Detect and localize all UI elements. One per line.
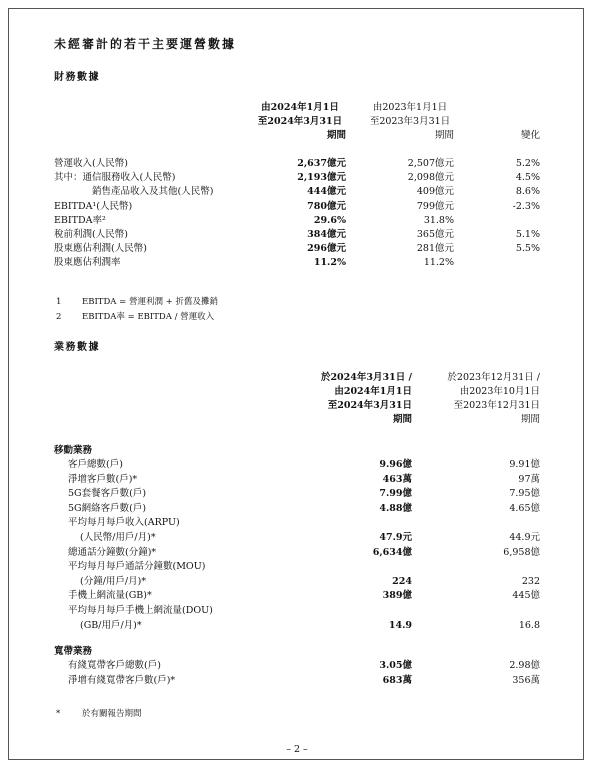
biz-col1-line2: 由2024年1月1日 bbox=[334, 386, 412, 397]
biz-note-text: 於有關報告期間 bbox=[82, 709, 142, 719]
fin-row-label: 稅前利潤(人民幣) bbox=[54, 229, 128, 240]
broadband-row-value-current: 3.05億 bbox=[379, 660, 412, 671]
mobile-row-value-prior: 97萬 bbox=[518, 473, 540, 485]
fin-row-value-2024: 384億元 bbox=[307, 229, 346, 240]
fin-row-label: 其中：通信服務收入(人民幣) bbox=[54, 172, 176, 184]
mobile-row-value-prior: 9.91億 bbox=[509, 459, 540, 470]
fin-col1-line2: 至2024年3月31日 bbox=[257, 116, 343, 127]
mobile-row-value-current: 47.9元 bbox=[379, 532, 412, 543]
mobile-row-value-current: 14.9 bbox=[388, 619, 412, 631]
biz-col1-line1: 於2024年3月31日 / bbox=[320, 372, 412, 383]
fin-col1-line3: 期間 bbox=[326, 130, 346, 141]
fin-row-value-2023: 11.2% bbox=[423, 257, 454, 269]
fin-col2-line2: 至2023年3月31日 bbox=[369, 116, 451, 127]
page-number: – 2 – bbox=[286, 744, 308, 755]
mobile-row-value-current: 224 bbox=[392, 575, 412, 587]
fin-row-value-2023: 31.8% bbox=[423, 214, 454, 226]
fin-row-value-2023: 799億元 bbox=[416, 200, 454, 212]
broadband-row-label: 有綫寬帶客戶總數(戶) bbox=[68, 660, 161, 671]
fin-row-value-2023: 281億元 bbox=[416, 243, 454, 255]
mobile-row-label: 平均每月每戶通話分鐘數(MOU) bbox=[68, 561, 206, 573]
mobile-row-value-prior: 44.9元 bbox=[509, 532, 540, 543]
fin-row-label: 營運收入(人民幣) bbox=[54, 158, 128, 169]
fin-col3-header: 變化 bbox=[520, 130, 540, 141]
broadband-row-value-prior: 356萬 bbox=[512, 674, 540, 686]
mobile-row-value-prior: 4.65億 bbox=[509, 502, 540, 514]
fin-row-change: -2.3% bbox=[512, 200, 540, 212]
fin-row-label: EBITDA¹(人民幣) bbox=[54, 200, 133, 212]
mobile-row-value-prior: 7.95億 bbox=[509, 488, 540, 500]
mobile-row-label: 淨增客戶數(戶)* bbox=[68, 473, 138, 485]
biz-col2-line3: 至2023年12月31日 bbox=[453, 400, 540, 411]
broadband-row-value-prior: 2.98億 bbox=[509, 660, 540, 671]
mobile-row-label: (人民幣/用戶/月)* bbox=[80, 532, 156, 543]
fin-row-value-2024: 2,193億元 bbox=[297, 172, 346, 184]
fin-row-label: 股東應佔利潤率 bbox=[54, 257, 121, 269]
mobile-row-label: 5G網絡客戶數(戶) bbox=[68, 502, 147, 514]
mobile-row-value-prior: 6,958億 bbox=[503, 546, 540, 558]
fin-row-change: 4.5% bbox=[515, 172, 540, 184]
mobile-row-value-prior: 445億 bbox=[512, 590, 540, 602]
mobile-heading: 移動業務 bbox=[54, 445, 93, 456]
mobile-row-label: (分鐘/用戶/月)* bbox=[80, 575, 147, 587]
fin-col2-line1: 由2023年1月1日 bbox=[372, 102, 448, 113]
biz-col1-line3: 至2024年3月31日 bbox=[327, 400, 412, 411]
mobile-row-label: 客戶總數(戶) bbox=[68, 459, 123, 470]
fin-row-value-2024: 11.2% bbox=[313, 257, 346, 269]
mobile-row-value-prior: 16.8 bbox=[518, 619, 540, 631]
fin-row-value-2023: 2,507億元 bbox=[407, 158, 454, 169]
biz-col1-line4: 期間 bbox=[392, 414, 412, 425]
fin-note2-mark: 2 bbox=[56, 312, 62, 322]
fin-row-value-2024: 780億元 bbox=[307, 200, 346, 212]
fin-note1-mark: 1 bbox=[56, 297, 62, 307]
fin-row-change: 5.5% bbox=[515, 243, 540, 255]
mobile-row-value-current: 4.88億 bbox=[379, 502, 412, 514]
mobile-row-label: 5G套餐客戶數(戶) bbox=[68, 488, 147, 500]
fin-row-value-2024: 296億元 bbox=[307, 243, 346, 255]
broadband-heading: 寬帶業務 bbox=[54, 646, 93, 657]
mobile-row-label: 平均每月每戶收入(ARPU) bbox=[68, 517, 180, 529]
business-heading: 業務數據 bbox=[54, 342, 100, 353]
fin-row-value-2023: 365億元 bbox=[416, 229, 454, 240]
broadband-row-value-current: 683萬 bbox=[382, 674, 412, 686]
page-title: 未經審計的若干主要運營數據 bbox=[54, 37, 237, 51]
fin-note2-text: EBITDA率 = EBITDA / 營運收入 bbox=[82, 312, 215, 322]
mobile-row-label: (GB/用戶/月)* bbox=[80, 619, 142, 631]
fin-row-value-2023: 2,098億元 bbox=[407, 172, 454, 184]
mobile-row-value-current: 463萬 bbox=[382, 473, 412, 485]
mobile-row-label: 總通話分鐘數(分鐘)* bbox=[68, 546, 157, 558]
mobile-row-value-prior: 232 bbox=[521, 575, 540, 587]
biz-note-mark: * bbox=[56, 709, 61, 719]
fin-row-label: 銷售產品收入及其他(人民幣) bbox=[92, 186, 214, 198]
fin-col2-line3: 期間 bbox=[434, 130, 454, 141]
fin-row-value-2023: 409億元 bbox=[416, 186, 454, 198]
fin-row-change: 5.2% bbox=[515, 158, 540, 169]
mobile-row-label: 平均每月每戶手機上網流量(DOU) bbox=[68, 605, 213, 616]
mobile-row-value-current: 6,634億 bbox=[372, 546, 412, 558]
fin-row-label: EBITDA率² bbox=[54, 214, 106, 226]
fin-col1-line1: 由2024年1月1日 bbox=[261, 102, 339, 113]
fin-row-change: 8.6% bbox=[515, 186, 540, 198]
mobile-row-value-current: 9.96億 bbox=[379, 459, 412, 470]
fin-row-value-2024: 2,637億元 bbox=[297, 158, 346, 169]
fin-row-label: 股東應佔利潤(人民幣) bbox=[54, 243, 147, 255]
financial-heading: 財務數據 bbox=[54, 72, 100, 83]
mobile-row-label: 手機上網流量(GB)* bbox=[68, 590, 152, 602]
biz-col2-line4: 期間 bbox=[520, 414, 540, 425]
fin-row-change: 5.1% bbox=[515, 229, 540, 240]
broadband-row-label: 淨增有綫寬帶客戶數(戶)* bbox=[68, 674, 176, 686]
fin-row-value-2024: 29.6% bbox=[313, 214, 346, 226]
biz-col2-line2: 由2023年10月1日 bbox=[459, 386, 540, 397]
fin-note1-text: EBITDA = 營運利潤 + 折舊及攤銷 bbox=[82, 297, 218, 307]
mobile-row-value-current: 7.99億 bbox=[379, 488, 412, 500]
biz-col2-line1: 於2023年12月31日 / bbox=[447, 372, 540, 383]
mobile-row-value-current: 389億 bbox=[382, 590, 412, 602]
fin-row-value-2024: 444億元 bbox=[307, 186, 346, 198]
